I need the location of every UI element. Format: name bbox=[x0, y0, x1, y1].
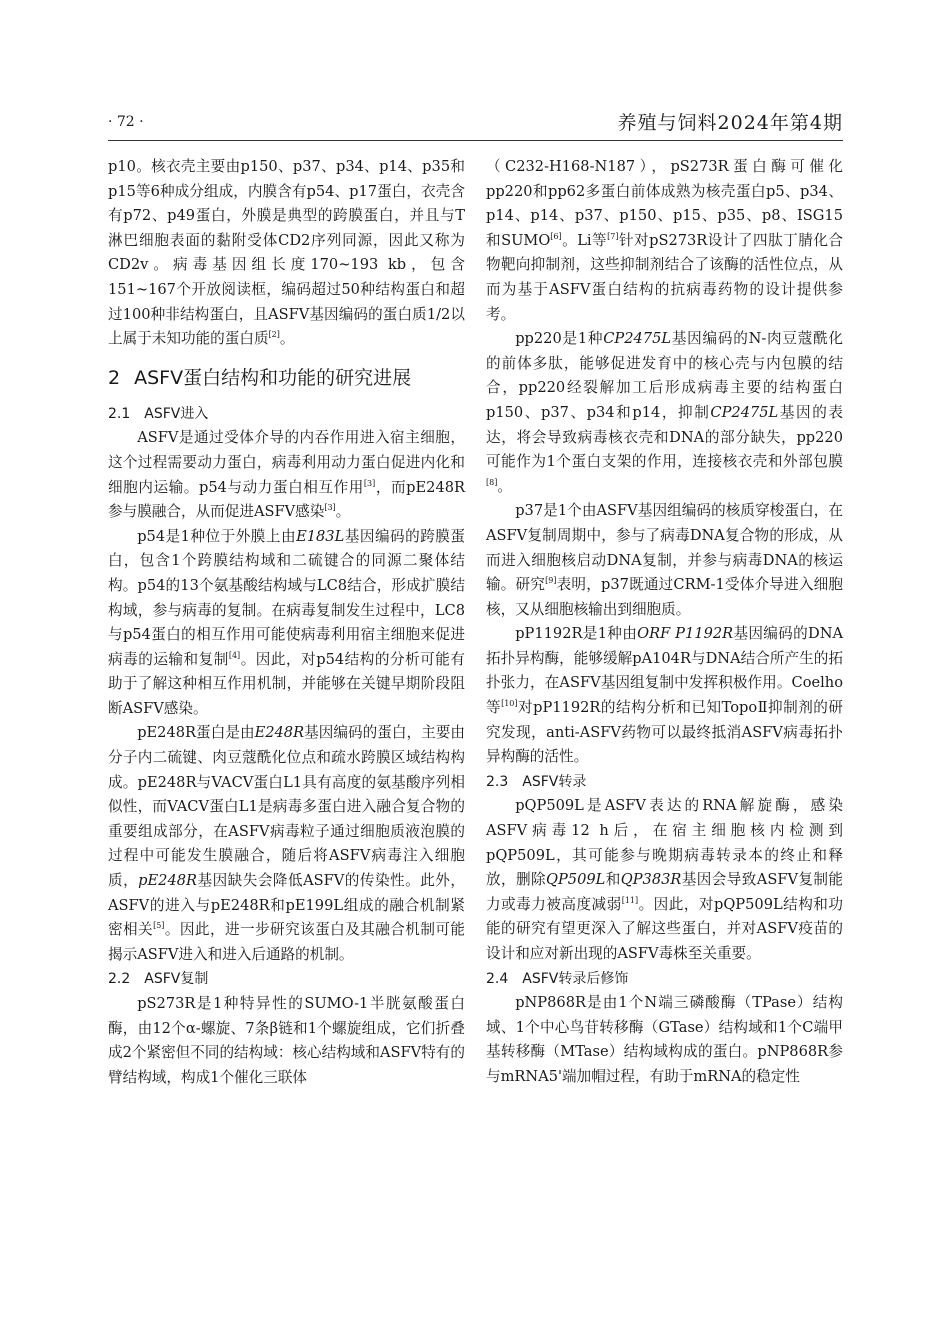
citation[interactable]: [5] bbox=[153, 921, 165, 931]
paragraph-pp220: pp220是1种CP2475L基因编码的N-肉豆蔻酰化的前体多肽，能够促进发育中的核心壳与内包膜的结合，pp220经裂解加工后形成病毒主要的结构蛋白p150、p37、p34和p14，抑制CP2475L基因的表达，将会导致病毒核衣壳和DNA的部分缺失，pp220可能作为1个蛋白支架的作用，连接核衣壳和外部包膜[8]。 bbox=[486, 330, 844, 495]
section-2-2-heading: 2.2 ASFV复制 bbox=[108, 971, 209, 988]
citation[interactable]: [3] bbox=[324, 503, 336, 513]
paragraph-p37: p37是1个由ASFV基因组编码的核质穿梭蛋白，在ASFV复制周期中，参与了病毒DNA复合物的形成，从而进入细胞核启动DNA复制，并参与病毒DNA的核运输。研究[9]表明，p37既通过CRM-1受体介导进入细胞核，又从细胞核输出到细胞质。 bbox=[486, 502, 843, 618]
citation[interactable]: [2] bbox=[268, 330, 280, 340]
section-2-3-heading: 2.3 ASFV转录 bbox=[486, 773, 587, 790]
citation[interactable]: [4] bbox=[228, 650, 241, 660]
paragraph-ps273r: pS273R是1种特异性的SUMO-1半胱氨酸蛋白酶，由12个α-螺旋、7条β链和1个螺旋组成，它们折叠成2个紧密但不同的结构域：核心结构域和ASFV特有的臂结构域，构成1个催化三联体 bbox=[108, 995, 465, 1086]
section-2-1-heading: 2.1 ASFV进入 bbox=[108, 405, 209, 422]
citation[interactable]: [6] bbox=[550, 231, 562, 241]
page-header bbox=[108, 108, 843, 141]
citation[interactable]: [9] bbox=[545, 576, 557, 586]
paragraph-ps273r-cont: （C232-H168-N187），pS273R蛋白酶可催化pp220和pp62多蛋白前体成熟为核壳蛋白p5、p34、p14、p14、p37、p150、p15、p35、p8、ISG15和SUMO[6]。Li等[7]针对pS273R设计了四肽丁腈化合物靶向抑制剂，这些抑制剂结合了该酶的活性位点，从而为基于ASFV蛋白结构的抗病毒药物的设计提供参考。 bbox=[486, 158, 843, 323]
section-2-4-heading: 2.4 ASFV转录后修饰 bbox=[486, 970, 629, 987]
paragraph-pqp509l: pQP509L是ASFV表达的RNA解旋酶，感染ASFV病毒12 h后，在宿主细胞核内检测到pQP509L，其可能参与晚期病毒转录本的终止和释放，删除QP509L和QP383R基因会导致ASFV复制能力或毒力被高度减弱[11]。因此，对pQP509L结构和功能的研究有望更深入了解这些蛋白，并对ASFV疫苗的设计和应对新出现的ASFV毒株至关重要。 bbox=[486, 797, 843, 962]
paragraph-p54: p54是1种位于外膜上由E183L基因编码的跨膜蛋白，包含1个跨膜结构域和二硫键合的同源二聚体结构。p54的13个氨基酸结构域与LC8结合，形成扩膜结构域，参与病毒的复制。在病毒复制发生过程中，LC8与p54蛋白的相互作用可能使病毒利用宿主细胞来促进病毒的运输和复制[4]。因此，对p54结构的分析可能有助于了解这种相互作用机制，并能够在关键早期阶段阻断ASFV感染。 bbox=[108, 527, 465, 717]
citation[interactable]: [7] bbox=[607, 231, 619, 241]
right-column bbox=[486, 155, 843, 1090]
section-2-heading: 2 ASFV蛋白结构和功能的研究进展 bbox=[108, 366, 412, 389]
left-column bbox=[108, 155, 465, 1090]
citation[interactable]: [3] bbox=[363, 478, 376, 488]
page-number: · 72 · bbox=[108, 114, 144, 130]
citation[interactable]: [10] bbox=[501, 699, 518, 709]
citation[interactable]: [8] bbox=[486, 477, 498, 487]
paragraph-pp1192r: pP1192R是1种由ORF P1192R基因编码的DNA拓扑异构酶，能够缓解pA104R与DNA结合所产生的拓扑张力，在ASFV基因组复制中发挥积极作用。Coelho等[10]对pP1192R的结构分析和已知TopoⅡ抑制剂的研究发现，anti-ASFV药物可以最终抵消ASFV病毒拓扑异构酶的活性。 bbox=[486, 625, 844, 766]
journal-title: 养殖与饲料2024年第4期 bbox=[617, 112, 843, 134]
paragraph-asfv-entry: ASFV是通过受体介导的内吞作用进入宿主细胞，这个过程需要动力蛋白，病毒利用动力蛋白促进内化和细胞内运输。p54与动力蛋白相互作用[3]，而pE248R参与膜融合，从而促进ASFV感染[3]。 bbox=[108, 429, 465, 521]
paragraph-pnp868r: pNP868R是由1个N端三磷酸酶（TPase）结构域、1个中心鸟苷转移酶（GTase）结构域和1个C端甲基转移酶（MTase）结构域构成的蛋白。pNP868R参与mRNA5'端加帽过程，有助于mRNA的稳定性 bbox=[486, 994, 843, 1085]
paragraph-pe248r: pE248R蛋白是由E248R基因编码的蛋白，主要由分子内二硫键、肉豆蔻酰化位点和疏水跨膜区域结构构成。pE248R与VACV蛋白L1具有高度的氨基酸序列相似性，而VACV蛋白L1是病毒多蛋白进入融合复合物的重要组成部分，在ASFV病毒粒子通过细胞质液泡膜的过程中可能发生膜融合，随后将ASFV病毒注入细胞质，pE248R基因缺失会降低ASFV的传染性。此外，ASFV的进入与pE248R和pE199L组成的融合机制紧密相关[5]。因此，进一步研究该蛋白及其融合机制可能揭示ASFV进入和进入后通路的机制。 bbox=[108, 724, 465, 963]
paragraph-intro: p10。核衣壳主要由p150、p37、p34、p14、p35和p15等6种成分组成，内膜含有p54、p17蛋白，衣壳含有p72、p49蛋白，外膜是典型的跨膜蛋白，并且与T淋巴细胞表面的黏附受体CD2序列同源，因此又称为CD2v。病毒基因组长度170~193 kb，包含151~167个开放阅读框，编码超过50种结构蛋白和超过100种非结构蛋白，且ASFV基因编码的蛋白质1/2以上属于未知功能的蛋白质[2]。 bbox=[108, 158, 465, 348]
citation[interactable]: [11] bbox=[621, 895, 639, 905]
